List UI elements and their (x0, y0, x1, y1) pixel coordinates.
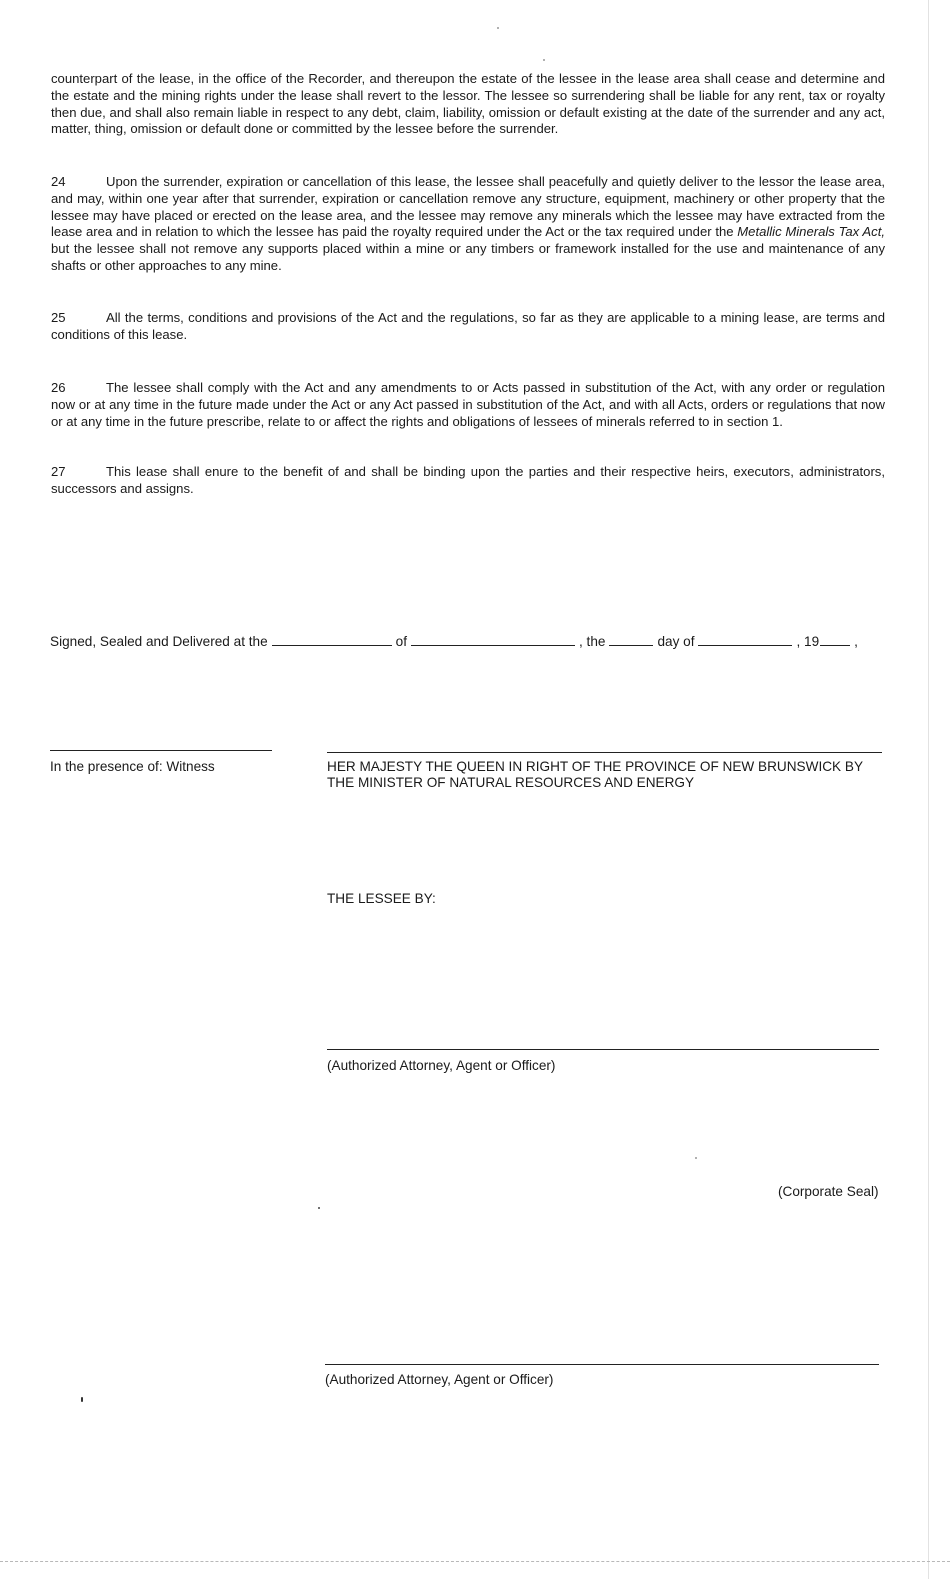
crown-signature-line[interactable] (327, 752, 882, 753)
signing-the: , the (579, 634, 606, 649)
signing-line (50, 633, 858, 650)
scan-speck (543, 59, 545, 61)
paragraph-number: 25 (51, 310, 66, 325)
signatory-label-2: (Authorized Attorney, Agent or Officer) (325, 1372, 554, 1387)
paragraph-26 (51, 380, 885, 430)
place-blank[interactable] (272, 633, 392, 646)
signing-prefix: Signed, Sealed and Delivered at the (50, 634, 268, 649)
signing-of: of (395, 634, 407, 649)
paragraph-24 (51, 174, 885, 275)
signatory-label-1: (Authorized Attorney, Agent or Officer) (327, 1058, 556, 1073)
year-blank[interactable] (820, 633, 850, 646)
crown-party-label: HER MAJESTY THE QUEEN IN RIGHT OF THE PROVINCE OF NEW BRUNSWICK BY THE MINISTER OF NATURAL RESOURCES AND ENERGY (327, 759, 863, 790)
lessee-signature-line-1[interactable] (327, 1049, 879, 1050)
paragraph-23-text: counterpart of the lease, in the office of the Recorder, and thereupon the estate of the lessee in the lease area shall cease and determine and the estate and the mining rights under the lease shall revert to the lessor. The lessee so surrendering shall be liable for any rent, tax or royalty then due, and shall also remain liable in respect to any debt, claim, liability, omission or default existing at the date of the surrender and any act, matter, thing, omission or default done or committed by the lessee before the surrender. (51, 71, 885, 137)
location-blank[interactable] (411, 633, 575, 646)
paragraph-number: 26 (51, 380, 66, 395)
scan-speck (497, 27, 499, 29)
scan-speck (695, 1157, 697, 1159)
paragraph-number: 24 (51, 174, 66, 189)
paragraph-25 (51, 310, 885, 344)
signing-day-of: day of (657, 634, 695, 649)
day-blank[interactable] (609, 633, 653, 646)
lessee-label: THE LESSEE BY: (327, 891, 436, 906)
paragraph-26-text: The lessee shall comply with the Act and any amendments to or Acts passed in substitution of the Act, with any order or regulation now or at any time in the future made under the Act or any Act passed in substitution of the Act, and with all Acts, orders or regulations that now or at any time in the future prescribe, relate to or affect the rights and obligations of lessees of minerals referred to in section 1. (51, 380, 885, 429)
paragraph-23-continued (51, 71, 885, 138)
paragraph-24-text-a: Upon the surrender, expiration or cancellation of this lease, the lessee shall peacefully and quietly deliver to the lessor the lease area, and may, within one year after that surrender, expiration or cancellation remove any structure, equipment, machinery or other property that the lessee may have placed or erected on the lease area, and the lessee may remove any minerals which the lessee may have extracted from the lease area and in relation to which the lessee has paid the royalty required under the Act or the tax required under the (51, 174, 885, 240)
paragraph-25-text: All the terms, conditions and provisions of the Act and the regulations, so far as they are applicable to a mining lease, are terms and conditions of this lease. (51, 310, 885, 342)
paragraph-number: 27 (51, 464, 66, 479)
signing-year: , 19 (796, 634, 820, 649)
corporate-seal-label: (Corporate Seal) (778, 1184, 879, 1199)
paragraph-27-text: This lease shall enure to the benefit of and shall be binding upon the parties and their respective heirs, executors, administrators, successors and assigns. (51, 464, 885, 496)
scan-speck (318, 1207, 320, 1209)
scan-speck (81, 1397, 83, 1402)
scan-edge-right (928, 0, 929, 1579)
paragraph-24-act-title: Metallic Minerals Tax Act, (737, 224, 885, 240)
scan-edge-bottom (0, 1561, 950, 1562)
signing-end: , (854, 634, 858, 649)
witness-signature-line[interactable] (50, 750, 272, 751)
paragraph-27 (51, 464, 885, 498)
witness-label: In the presence of: Witness (50, 759, 215, 774)
lessee-signature-line-2[interactable] (325, 1364, 879, 1365)
month-blank[interactable] (698, 633, 792, 646)
paragraph-24-text-b: but the lessee shall not remove any supports placed within a mine or any timbers or framework installed for the use and maintenance of any shafts or other approaches to any mine. (51, 241, 885, 273)
